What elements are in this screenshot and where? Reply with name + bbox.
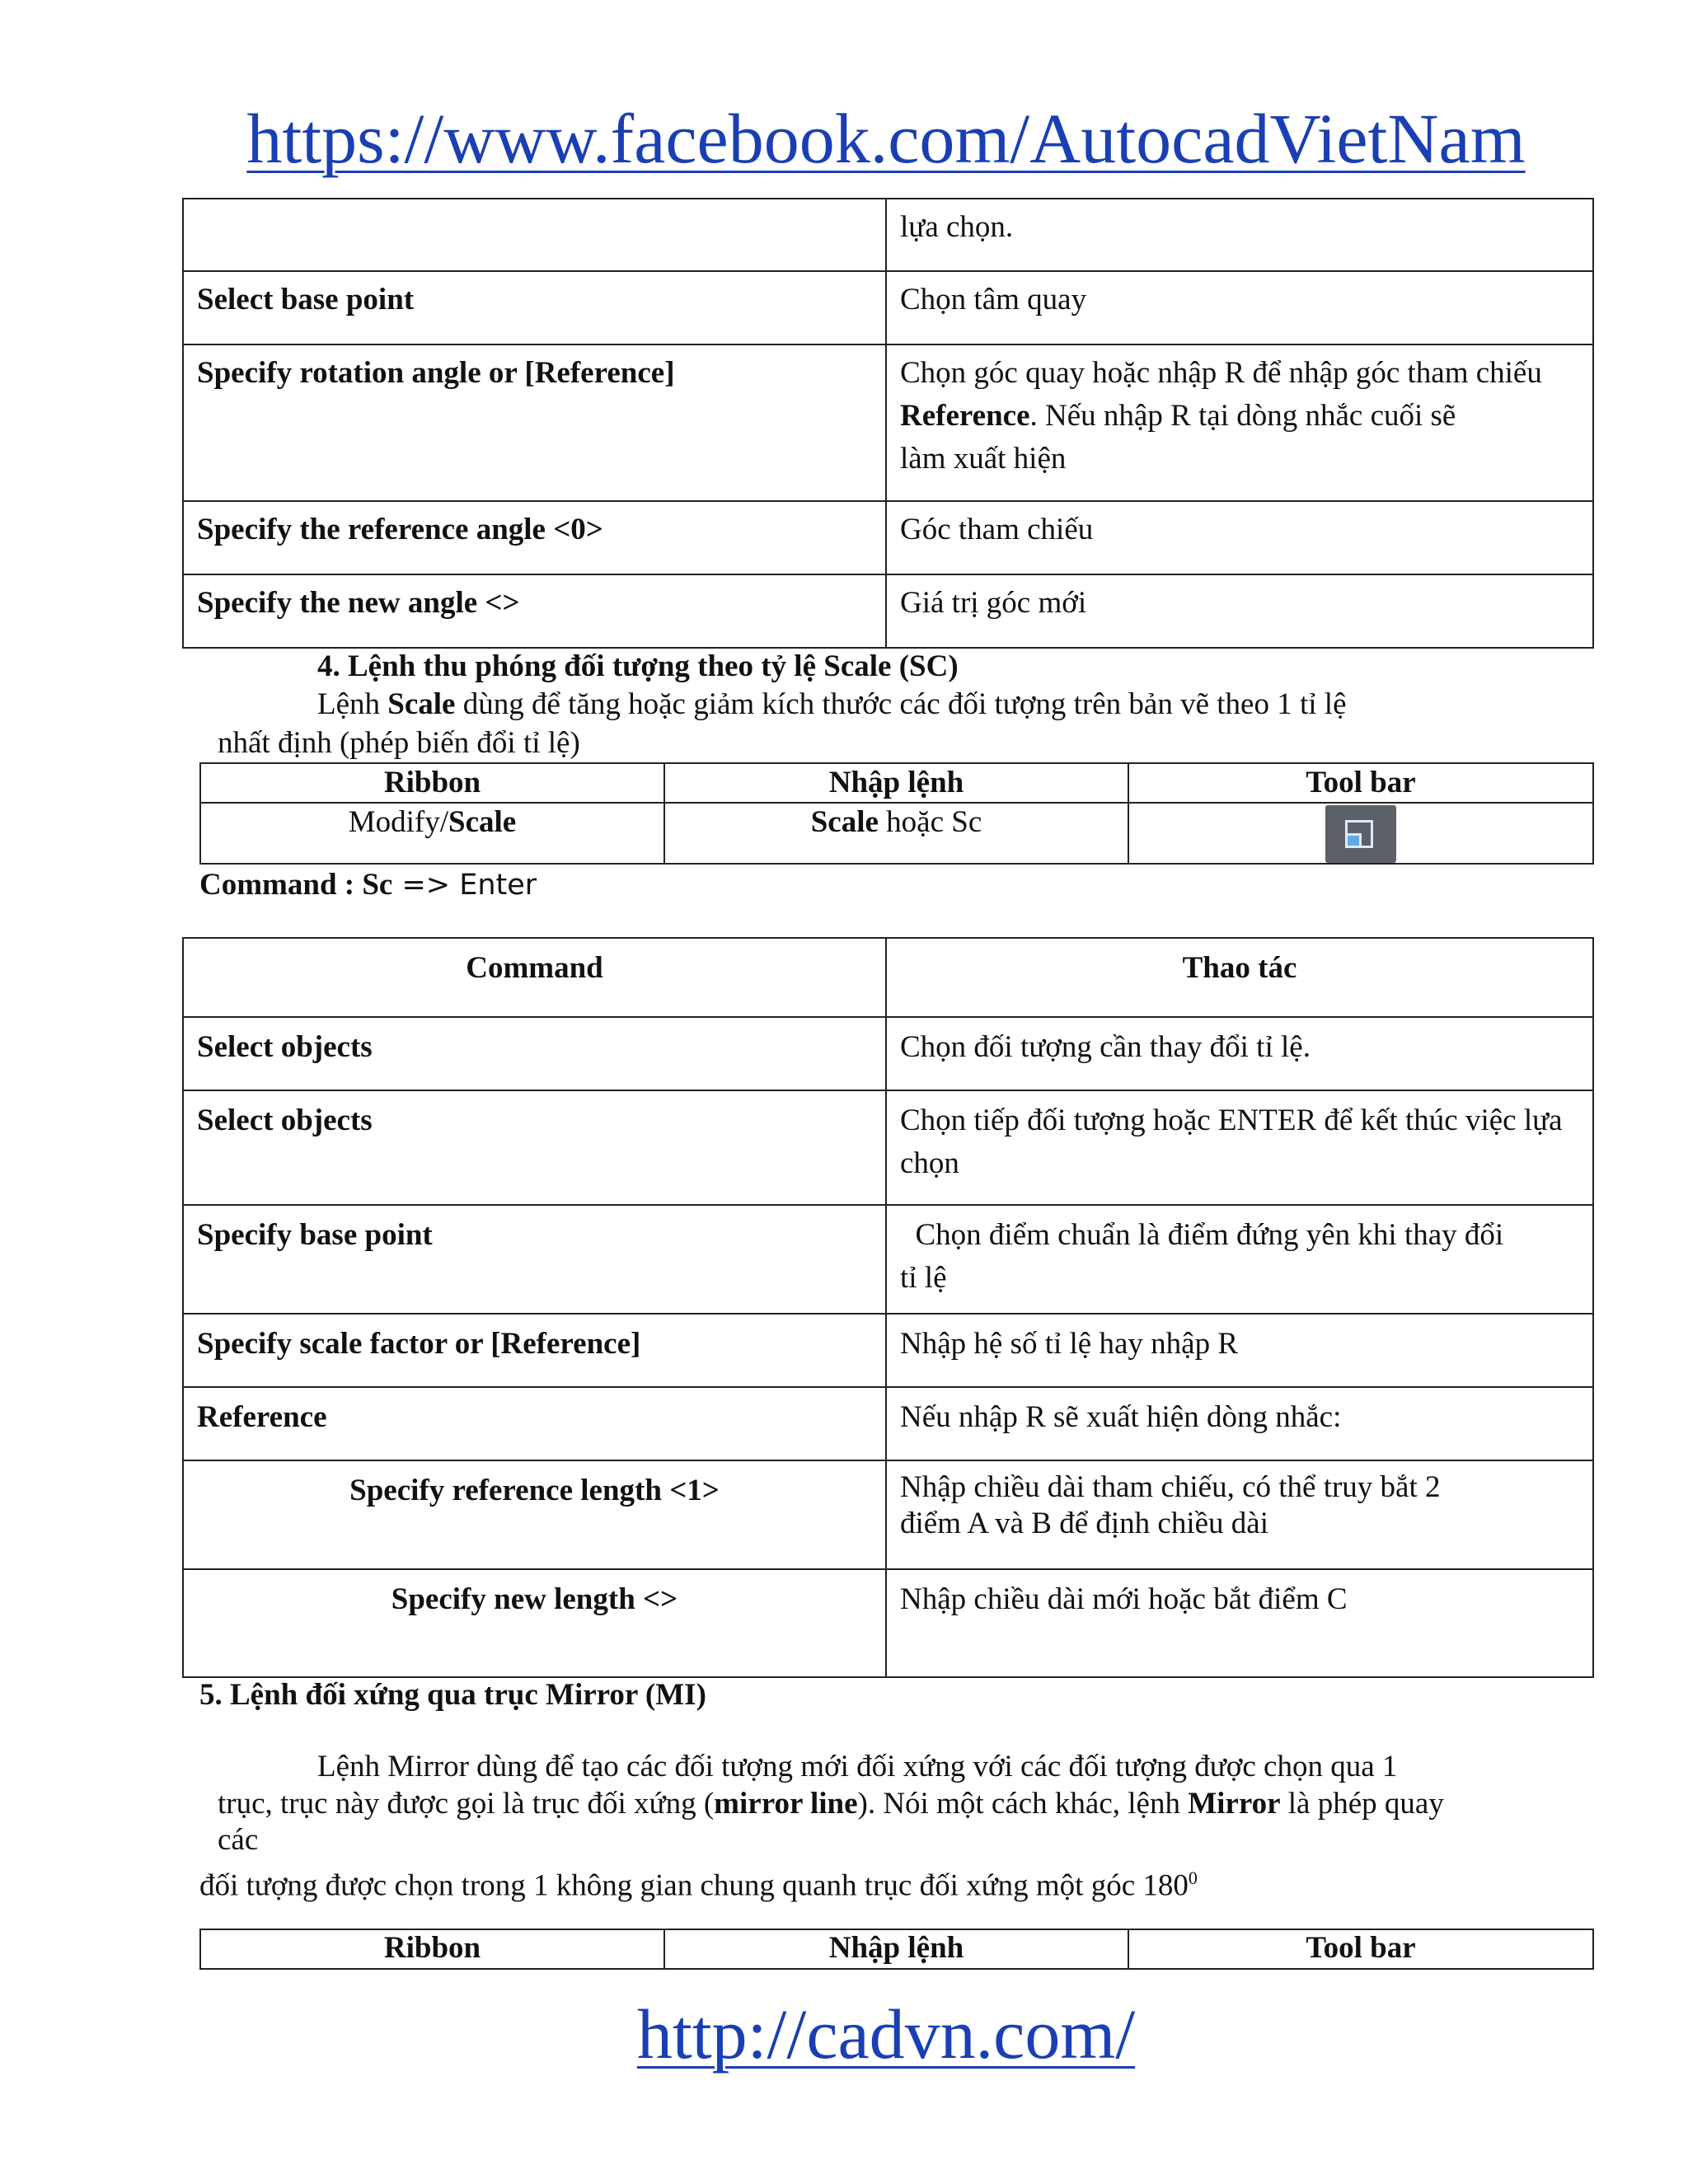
action-cell: Nhập hệ số tỉ lệ hay nhập R [886,1314,1593,1387]
table-row [183,271,1593,344]
text-run: dùng để tăng hoặc giảm kích thước các đối tượng trên bản vẽ theo 1 tỉ lệ [455,687,1347,721]
action-cell: lựa chọn. [886,199,1593,271]
section-4-heading: 4. Lệnh thu phóng đối tượng theo tỷ lệ Scale (SC) [317,649,959,683]
command-cell: Specify reference length <1> [183,1460,886,1569]
table-row [183,344,1593,501]
action-cell: Góc tham chiếu [886,501,1593,574]
mirror-keyword: Mirror [1188,1787,1281,1821]
action-line: Chọn tiếp đối tượng hoặc ENTER để kết thúc việc lựa [900,1104,1563,1137]
scale-access-table [199,762,1594,865]
column-header: Tool bar [1128,763,1593,803]
command-cell: Reference [183,1387,886,1460]
column-header: Ribbon [200,1929,664,1969]
table-row [183,1090,1593,1205]
text-run: là phép quay [1280,1787,1444,1821]
table-row [183,1017,1593,1090]
command-rest: => Enter [392,869,537,902]
command-cell: Specify new length <> [183,1569,886,1677]
action-line: chọn [900,1146,959,1180]
action-line: tỉ lệ [900,1261,947,1295]
table-row [183,1460,1593,1569]
table-header-row [200,1929,1593,1969]
action-cell: Chọn đối tượng cần thay đổi tỉ lệ. [886,1017,1593,1090]
reference-keyword: Reference [900,399,1030,433]
action-line: điểm A và B để định chiều dài [900,1507,1268,1540]
text-run: Lệnh [317,687,388,721]
action-cell [886,344,1593,501]
table-row [183,574,1593,648]
section-5-paragraph-line: Lệnh Mirror dùng để tạo các đối tượng mới đối xứng với các đối tượng được chọn qua 1 [317,1750,1398,1783]
action-cell: Nếu nhập R sẽ xuất hiện dòng nhắc: [886,1387,1593,1460]
action-line: làm xuất hiện [900,442,1067,476]
command-cell: Specify base point [183,1205,886,1314]
mirror-line-keyword: mirror line [714,1787,858,1821]
command-text: Command : Sc [199,868,393,902]
table-row [183,1205,1593,1314]
column-header: Command [183,938,886,1017]
command-input-cell [664,803,1128,864]
text-run: đối tượng được chọn trong 1 không gian chung quanh trục đối xứng một góc 180 [199,1868,1189,1903]
action-cell: Nhập chiều dài mới hoặc bắt điểm C [886,1569,1593,1677]
toolbar-cell [1128,803,1593,864]
column-header: Nhập lệnh [664,763,1128,803]
action-line [900,395,1579,438]
column-header: Thao tác [886,938,1593,1017]
action-cell: Chọn tâm quay [886,271,1593,344]
column-header: Ribbon [200,763,664,803]
command-cell: Select base point [183,271,886,344]
command-line [199,867,537,903]
scale-keyword: Scale [448,805,517,839]
scale-keyword: Scale [387,687,456,721]
text-run: Modify/ [348,805,449,839]
command-cell: Specify rotation angle or [Reference] [183,344,886,501]
action-line: Chọn điểm chuẩn là điểm đứng yên khi thay đổi [900,1218,1504,1252]
command-cell: Specify scale factor or [Reference] [183,1314,886,1387]
command-cell: Select objects [183,1017,886,1090]
column-header: Tool bar [1128,1929,1593,1969]
table-row [183,1387,1593,1460]
section-4-paragraph-line: nhất định (phép biến đổi tỉ lệ) [218,726,580,760]
section-5-paragraph-line [218,1786,1444,1822]
column-header: Nhập lệnh [664,1929,1128,1969]
header-facebook-link[interactable]: https://www.facebook.com/AutocadVietNam [246,99,1526,178]
text-run: ). Nói một cách khác, lệnh [857,1787,1189,1821]
table-row [183,1314,1593,1387]
table-row [183,199,1593,271]
action-cell [886,1090,1593,1205]
scale-command-table [182,937,1594,1678]
degree-superscript: 0 [1188,1868,1198,1888]
action-line-rest: . Nếu nhập R tại dòng nhắc cuối sẽ [1029,399,1456,433]
text-run: hoặc Sc [878,805,982,839]
footer-cadvn-link[interactable]: http://cadvn.com/ [636,1994,1136,2074]
section-5-paragraph-line: các [218,1823,259,1857]
action-line: Chọn góc quay hoặc nhập R để nhập góc tham chiếu [900,356,1542,390]
scale-keyword: Scale [810,805,879,839]
table-header-row [183,938,1593,1017]
command-cell [183,199,886,271]
table-header-row [200,763,1593,803]
text-run: trục, trục này được gọi là trục đối xứng ( [218,1787,715,1821]
section-5-paragraph-line [199,1860,1198,1904]
section-4-paragraph-line [317,687,1347,723]
table-row [183,501,1593,574]
rotate-command-table [182,198,1594,649]
ribbon-cell [200,803,664,864]
table-row [200,803,1593,864]
mirror-access-table [199,1929,1594,1970]
command-cell: Specify the reference angle <0> [183,501,886,574]
section-5-heading: 5. Lệnh đối xứng qua trục Mirror (MI) [199,1678,706,1712]
command-cell: Select objects [183,1090,886,1205]
scale-icon[interactable] [1325,805,1396,863]
action-line: Nhập chiều dài tham chiếu, có thể truy bắt 2 [900,1470,1441,1504]
command-cell: Specify the new angle <> [183,574,886,648]
action-cell [886,1205,1593,1314]
table-row [183,1569,1593,1677]
action-cell: Giá trị góc mới [886,574,1593,648]
action-cell [886,1460,1593,1569]
